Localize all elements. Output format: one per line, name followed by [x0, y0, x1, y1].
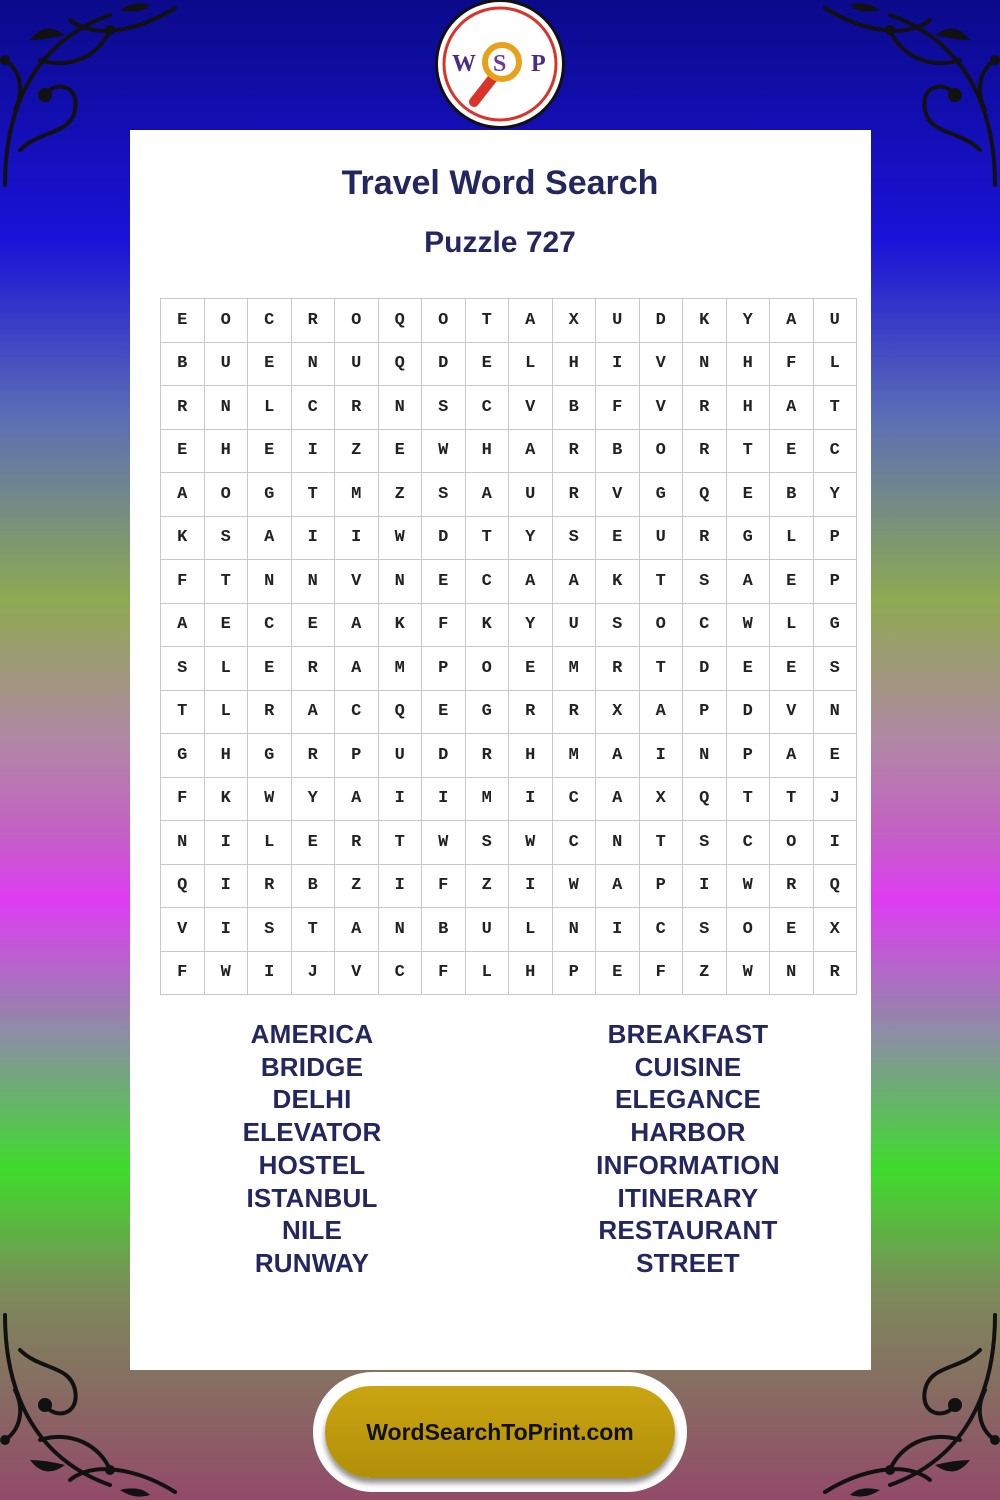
- grid-cell[interactable]: A: [770, 734, 814, 778]
- grid-cell[interactable]: T: [291, 908, 335, 952]
- grid-cell[interactable]: N: [770, 951, 814, 995]
- grid-cell[interactable]: W: [509, 821, 553, 865]
- grid-cell[interactable]: N: [683, 342, 727, 386]
- grid-cell[interactable]: R: [248, 864, 292, 908]
- grid-cell[interactable]: P: [335, 734, 379, 778]
- grid-cell[interactable]: E: [596, 516, 640, 560]
- grid-cell[interactable]: C: [552, 777, 596, 821]
- grid-cell[interactable]: U: [335, 342, 379, 386]
- grid-cell[interactable]: G: [465, 690, 509, 734]
- grid-cell[interactable]: Z: [378, 473, 422, 517]
- grid-cell[interactable]: A: [770, 386, 814, 430]
- grid-row: [161, 603, 857, 647]
- grid-cell[interactable]: R: [683, 516, 727, 560]
- grid-cell[interactable]: C: [248, 299, 292, 343]
- logo-letter-s: S: [493, 51, 507, 77]
- grid-cell[interactable]: G: [639, 473, 683, 517]
- grid-cell[interactable]: F: [770, 342, 814, 386]
- grid-cell[interactable]: B: [770, 473, 814, 517]
- grid-cell[interactable]: E: [726, 473, 770, 517]
- grid-cell[interactable]: P: [422, 647, 466, 691]
- grid-cell[interactable]: I: [378, 777, 422, 821]
- grid-cell[interactable]: J: [813, 777, 857, 821]
- grid-cell[interactable]: E: [291, 603, 335, 647]
- grid-cell[interactable]: A: [335, 908, 379, 952]
- grid-cell[interactable]: A: [596, 734, 640, 778]
- grid-cell[interactable]: T: [639, 821, 683, 865]
- letter-grid: [160, 298, 857, 995]
- grid-cell[interactable]: I: [509, 777, 553, 821]
- grid-cell[interactable]: P: [813, 516, 857, 560]
- grid-cell[interactable]: E: [596, 951, 640, 995]
- grid-cell[interactable]: A: [335, 647, 379, 691]
- grid-cell[interactable]: V: [335, 560, 379, 604]
- grid-cell[interactable]: E: [248, 647, 292, 691]
- grid-cell[interactable]: S: [683, 560, 727, 604]
- grid-cell[interactable]: E: [813, 734, 857, 778]
- grid-cell[interactable]: R: [465, 734, 509, 778]
- grid-cell[interactable]: V: [639, 386, 683, 430]
- logo-letter-p: P: [531, 51, 546, 77]
- grid-cell[interactable]: U: [596, 299, 640, 343]
- grid-cell[interactable]: L: [770, 516, 814, 560]
- website-link-button[interactable]: WordSearchToPrint.com: [325, 1386, 675, 1478]
- grid-cell[interactable]: O: [726, 908, 770, 952]
- grid-cell[interactable]: R: [335, 386, 379, 430]
- grid-cell[interactable]: C: [813, 429, 857, 473]
- grid-cell[interactable]: A: [509, 429, 553, 473]
- grid-cell[interactable]: Q: [378, 299, 422, 343]
- grid-cell[interactable]: P: [726, 734, 770, 778]
- grid-cell[interactable]: J: [291, 951, 335, 995]
- grid-cell[interactable]: L: [248, 821, 292, 865]
- grid-cell[interactable]: H: [509, 734, 553, 778]
- grid-cell[interactable]: R: [683, 386, 727, 430]
- word-item: INFORMATION: [596, 1149, 780, 1180]
- grid-cell[interactable]: O: [204, 473, 248, 517]
- grid-cell[interactable]: T: [726, 429, 770, 473]
- grid-cell[interactable]: E: [422, 560, 466, 604]
- word-list-right: [528, 1018, 848, 1280]
- word-item: HOSTEL: [258, 1149, 366, 1180]
- word-item: CUISINE: [634, 1051, 742, 1082]
- grid-cell[interactable]: F: [422, 603, 466, 647]
- grid-cell[interactable]: E: [509, 647, 553, 691]
- grid-cell[interactable]: U: [639, 516, 683, 560]
- grid-cell[interactable]: K: [378, 603, 422, 647]
- grid-row: [161, 429, 857, 473]
- grid-cell[interactable]: E: [204, 603, 248, 647]
- grid-cell[interactable]: N: [161, 821, 205, 865]
- grid-cell[interactable]: D: [683, 647, 727, 691]
- grid-cell[interactable]: Q: [161, 864, 205, 908]
- word-item: HARBOR: [630, 1117, 746, 1148]
- grid-cell[interactable]: U: [204, 342, 248, 386]
- grid-cell[interactable]: C: [378, 951, 422, 995]
- grid-cell[interactable]: S: [248, 908, 292, 952]
- grid-cell[interactable]: S: [552, 516, 596, 560]
- grid-cell[interactable]: A: [335, 777, 379, 821]
- grid-row: [161, 473, 857, 517]
- grid-cell[interactable]: E: [378, 429, 422, 473]
- grid-cell[interactable]: H: [726, 386, 770, 430]
- grid-cell[interactable]: H: [552, 342, 596, 386]
- grid-cell[interactable]: I: [813, 821, 857, 865]
- grid-cell[interactable]: O: [639, 603, 683, 647]
- grid-cell[interactable]: D: [639, 299, 683, 343]
- word-item: RUNWAY: [254, 1247, 370, 1278]
- grid-cell[interactable]: K: [683, 299, 727, 343]
- grid-cell[interactable]: A: [726, 560, 770, 604]
- grid-cell[interactable]: V: [335, 951, 379, 995]
- grid-cell[interactable]: N: [291, 342, 335, 386]
- grid-cell[interactable]: I: [378, 864, 422, 908]
- grid-cell[interactable]: Q: [378, 342, 422, 386]
- grid-cell[interactable]: E: [422, 690, 466, 734]
- grid-cell[interactable]: H: [726, 342, 770, 386]
- grid-cell[interactable]: M: [378, 647, 422, 691]
- grid-row: [161, 516, 857, 560]
- grid-cell[interactable]: A: [248, 516, 292, 560]
- grid-cell[interactable]: O: [465, 647, 509, 691]
- grid-cell[interactable]: X: [552, 299, 596, 343]
- grid-cell[interactable]: K: [204, 777, 248, 821]
- grid-cell[interactable]: W: [378, 516, 422, 560]
- grid-cell[interactable]: M: [552, 734, 596, 778]
- grid-cell[interactable]: O: [335, 299, 379, 343]
- grid-cell[interactable]: Y: [291, 777, 335, 821]
- grid-cell[interactable]: Q: [683, 777, 727, 821]
- grid-cell[interactable]: E: [465, 342, 509, 386]
- grid-cell[interactable]: N: [248, 560, 292, 604]
- grid-row: [161, 864, 857, 908]
- grid-cell[interactable]: N: [378, 386, 422, 430]
- grid-cell[interactable]: I: [204, 908, 248, 952]
- grid-cell[interactable]: R: [509, 690, 553, 734]
- grid-cell[interactable]: F: [422, 951, 466, 995]
- grid-cell[interactable]: V: [509, 386, 553, 430]
- grid-cell[interactable]: A: [596, 777, 640, 821]
- grid-cell[interactable]: T: [770, 777, 814, 821]
- grid-cell[interactable]: C: [639, 908, 683, 952]
- grid-cell[interactable]: T: [204, 560, 248, 604]
- grid-cell[interactable]: N: [378, 908, 422, 952]
- grid-row: [161, 908, 857, 952]
- grid-cell[interactable]: G: [813, 603, 857, 647]
- grid-row: [161, 342, 857, 386]
- word-item: ITINERARY: [617, 1182, 759, 1213]
- grid-cell[interactable]: L: [248, 386, 292, 430]
- grid-cell[interactable]: T: [161, 690, 205, 734]
- grid-cell[interactable]: L: [204, 690, 248, 734]
- grid-cell[interactable]: I: [204, 821, 248, 865]
- grid-cell[interactable]: E: [770, 429, 814, 473]
- grid-cell[interactable]: V: [596, 473, 640, 517]
- grid-cell[interactable]: F: [161, 777, 205, 821]
- grid-cell[interactable]: T: [813, 386, 857, 430]
- grid-cell[interactable]: Q: [813, 864, 857, 908]
- grid-cell[interactable]: W: [726, 603, 770, 647]
- grid-cell[interactable]: D: [422, 516, 466, 560]
- grid-cell[interactable]: G: [726, 516, 770, 560]
- grid-cell[interactable]: T: [465, 516, 509, 560]
- word-item: NILE: [281, 1215, 343, 1246]
- word-item: DELHI: [272, 1084, 352, 1115]
- grid-cell[interactable]: A: [291, 690, 335, 734]
- grid-cell[interactable]: S: [161, 647, 205, 691]
- grid-cell[interactable]: N: [596, 821, 640, 865]
- grid-cell[interactable]: U: [465, 908, 509, 952]
- grid-cell[interactable]: T: [465, 299, 509, 343]
- grid-cell[interactable]: H: [204, 734, 248, 778]
- grid-cell[interactable]: A: [335, 603, 379, 647]
- grid-cell[interactable]: L: [509, 908, 553, 952]
- grid-cell[interactable]: A: [552, 560, 596, 604]
- grid-cell[interactable]: T: [378, 821, 422, 865]
- grid-row: [161, 560, 857, 604]
- grid-cell[interactable]: K: [161, 516, 205, 560]
- grid-cell[interactable]: G: [161, 734, 205, 778]
- grid-cell[interactable]: Z: [335, 864, 379, 908]
- page-title: Travel Word Search: [341, 164, 659, 202]
- grid-cell[interactable]: R: [552, 690, 596, 734]
- grid-cell[interactable]: Z: [335, 429, 379, 473]
- grid-row: [161, 647, 857, 691]
- grid-cell[interactable]: U: [813, 299, 857, 343]
- word-item: RESTAURANT: [598, 1215, 778, 1246]
- grid-cell[interactable]: W: [204, 951, 248, 995]
- grid-cell[interactable]: A: [465, 473, 509, 517]
- grid-cell[interactable]: G: [248, 473, 292, 517]
- grid-cell[interactable]: T: [639, 647, 683, 691]
- grid-cell[interactable]: W: [726, 951, 770, 995]
- grid-cell[interactable]: T: [726, 777, 770, 821]
- word-item: BRIDGE: [260, 1051, 364, 1082]
- grid-cell[interactable]: T: [639, 560, 683, 604]
- grid-cell[interactable]: C: [465, 386, 509, 430]
- grid-row: [161, 821, 857, 865]
- grid-cell[interactable]: F: [161, 560, 205, 604]
- grid-cell[interactable]: C: [291, 386, 335, 430]
- grid-cell[interactable]: R: [248, 690, 292, 734]
- grid-cell[interactable]: E: [770, 908, 814, 952]
- grid-cell[interactable]: P: [552, 951, 596, 995]
- grid-cell[interactable]: U: [509, 473, 553, 517]
- grid-cell[interactable]: B: [422, 908, 466, 952]
- word-list-left: [152, 1018, 472, 1280]
- grid-cell[interactable]: Z: [465, 864, 509, 908]
- grid-cell[interactable]: I: [335, 516, 379, 560]
- grid-cell[interactable]: S: [813, 647, 857, 691]
- grid-cell[interactable]: T: [291, 473, 335, 517]
- grid-cell[interactable]: Z: [683, 951, 727, 995]
- grid-cell[interactable]: M: [552, 647, 596, 691]
- grid-cell[interactable]: N: [204, 386, 248, 430]
- grid-cell[interactable]: C: [248, 603, 292, 647]
- grid-cell[interactable]: Y: [726, 299, 770, 343]
- grid-cell[interactable]: C: [335, 690, 379, 734]
- grid-cell[interactable]: D: [422, 342, 466, 386]
- grid-cell[interactable]: W: [552, 864, 596, 908]
- grid-cell[interactable]: A: [596, 864, 640, 908]
- word-item: STREET: [636, 1247, 740, 1278]
- grid-cell[interactable]: A: [509, 560, 553, 604]
- grid-cell[interactable]: N: [378, 560, 422, 604]
- grid-row: [161, 690, 857, 734]
- grid-cell[interactable]: P: [683, 690, 727, 734]
- grid-cell[interactable]: E: [248, 342, 292, 386]
- grid-cell[interactable]: I: [422, 777, 466, 821]
- grid-cell[interactable]: I: [596, 908, 640, 952]
- grid-cell[interactable]: S: [465, 821, 509, 865]
- grid-cell[interactable]: S: [422, 386, 466, 430]
- grid-cell[interactable]: E: [770, 560, 814, 604]
- grid-cell[interactable]: C: [683, 603, 727, 647]
- grid-cell[interactable]: B: [596, 429, 640, 473]
- grid-cell[interactable]: N: [552, 908, 596, 952]
- grid-cell[interactable]: L: [204, 647, 248, 691]
- grid-cell[interactable]: F: [596, 386, 640, 430]
- grid-cell[interactable]: V: [639, 342, 683, 386]
- grid-cell[interactable]: D: [726, 690, 770, 734]
- grid-cell[interactable]: Q: [378, 690, 422, 734]
- grid-cell[interactable]: L: [770, 603, 814, 647]
- grid-cell[interactable]: Y: [509, 603, 553, 647]
- grid-cell[interactable]: R: [335, 821, 379, 865]
- grid-row: [161, 777, 857, 821]
- grid-cell[interactable]: R: [291, 299, 335, 343]
- grid-cell[interactable]: H: [509, 951, 553, 995]
- puzzle-number: Puzzle 727: [424, 226, 576, 259]
- grid-cell[interactable]: Q: [683, 473, 727, 517]
- grid-cell[interactable]: S: [422, 473, 466, 517]
- grid-cell[interactable]: S: [683, 908, 727, 952]
- grid-cell[interactable]: S: [204, 516, 248, 560]
- grid-cell[interactable]: E: [770, 647, 814, 691]
- grid-row: [161, 386, 857, 430]
- grid-cell[interactable]: O: [770, 821, 814, 865]
- word-item: ISTANBUL: [246, 1182, 378, 1213]
- grid-cell[interactable]: N: [813, 690, 857, 734]
- grid-cell[interactable]: I: [639, 734, 683, 778]
- grid-cell[interactable]: A: [509, 299, 553, 343]
- grid-cell[interactable]: H: [465, 429, 509, 473]
- grid-cell[interactable]: R: [291, 734, 335, 778]
- grid-cell[interactable]: V: [770, 690, 814, 734]
- grid-cell[interactable]: I: [204, 864, 248, 908]
- grid-cell[interactable]: M: [335, 473, 379, 517]
- grid-cell[interactable]: A: [161, 603, 205, 647]
- grid-cell[interactable]: U: [552, 603, 596, 647]
- grid-cell[interactable]: B: [161, 342, 205, 386]
- grid-cell[interactable]: R: [596, 647, 640, 691]
- grid-cell[interactable]: I: [596, 342, 640, 386]
- grid-cell[interactable]: R: [161, 386, 205, 430]
- grid-cell[interactable]: I: [248, 951, 292, 995]
- grid-cell[interactable]: P: [639, 864, 683, 908]
- grid-cell[interactable]: N: [291, 560, 335, 604]
- grid-cell[interactable]: E: [161, 429, 205, 473]
- grid-cell[interactable]: K: [596, 560, 640, 604]
- grid-cell[interactable]: S: [596, 603, 640, 647]
- grid-cell[interactable]: U: [378, 734, 422, 778]
- wsp-logo[interactable]: [438, 2, 562, 126]
- grid-cell[interactable]: W: [726, 864, 770, 908]
- grid-cell[interactable]: I: [291, 429, 335, 473]
- grid-cell[interactable]: B: [291, 864, 335, 908]
- grid-cell[interactable]: R: [552, 473, 596, 517]
- grid-cell[interactable]: E: [161, 299, 205, 343]
- grid-cell[interactable]: V: [161, 908, 205, 952]
- grid-cell[interactable]: X: [596, 690, 640, 734]
- grid-cell[interactable]: R: [770, 864, 814, 908]
- grid-cell[interactable]: X: [639, 777, 683, 821]
- grid-cell[interactable]: C: [465, 560, 509, 604]
- logo-letter-w: W: [452, 51, 476, 77]
- grid-cell[interactable]: C: [552, 821, 596, 865]
- grid-cell[interactable]: H: [204, 429, 248, 473]
- grid-cell[interactable]: W: [248, 777, 292, 821]
- word-item: ELEVATOR: [242, 1117, 382, 1148]
- grid-cell[interactable]: B: [552, 386, 596, 430]
- word-item: AMERICA: [250, 1019, 374, 1049]
- grid-cell[interactable]: E: [726, 647, 770, 691]
- grid-cell[interactable]: W: [422, 429, 466, 473]
- grid-cell[interactable]: C: [726, 821, 770, 865]
- grid-cell[interactable]: R: [552, 429, 596, 473]
- grid-cell[interactable]: A: [770, 299, 814, 343]
- grid-cell[interactable]: P: [813, 560, 857, 604]
- grid-row: [161, 299, 857, 343]
- grid-cell[interactable]: D: [422, 734, 466, 778]
- grid-cell[interactable]: F: [422, 864, 466, 908]
- grid-cell[interactable]: O: [422, 299, 466, 343]
- grid-cell[interactable]: R: [813, 951, 857, 995]
- grid-cell[interactable]: I: [509, 864, 553, 908]
- grid-cell[interactable]: R: [291, 647, 335, 691]
- grid-cell[interactable]: G: [248, 734, 292, 778]
- grid-cell[interactable]: L: [465, 951, 509, 995]
- word-item: BREAKFAST: [607, 1019, 769, 1049]
- grid-cell[interactable]: X: [813, 908, 857, 952]
- grid-cell[interactable]: Y: [509, 516, 553, 560]
- grid-cell[interactable]: O: [204, 299, 248, 343]
- grid-row: [161, 734, 857, 778]
- word-item: ELEGANCE: [614, 1084, 762, 1115]
- grid-cell[interactable]: F: [161, 951, 205, 995]
- grid-cell[interactable]: E: [248, 429, 292, 473]
- grid-cell[interactable]: A: [161, 473, 205, 517]
- grid-cell[interactable]: L: [509, 342, 553, 386]
- grid-cell[interactable]: E: [291, 821, 335, 865]
- grid-cell[interactable]: I: [683, 864, 727, 908]
- grid-cell[interactable]: F: [639, 951, 683, 995]
- grid-cell[interactable]: S: [683, 821, 727, 865]
- grid-cell[interactable]: N: [683, 734, 727, 778]
- grid-row: [161, 951, 857, 995]
- grid-cell[interactable]: L: [813, 342, 857, 386]
- grid-cell[interactable]: I: [291, 516, 335, 560]
- grid-cell[interactable]: W: [422, 821, 466, 865]
- grid-cell[interactable]: K: [465, 603, 509, 647]
- grid-cell[interactable]: M: [465, 777, 509, 821]
- grid-cell[interactable]: R: [683, 429, 727, 473]
- grid-cell[interactable]: Y: [813, 473, 857, 517]
- grid-cell[interactable]: O: [639, 429, 683, 473]
- grid-cell[interactable]: A: [639, 690, 683, 734]
